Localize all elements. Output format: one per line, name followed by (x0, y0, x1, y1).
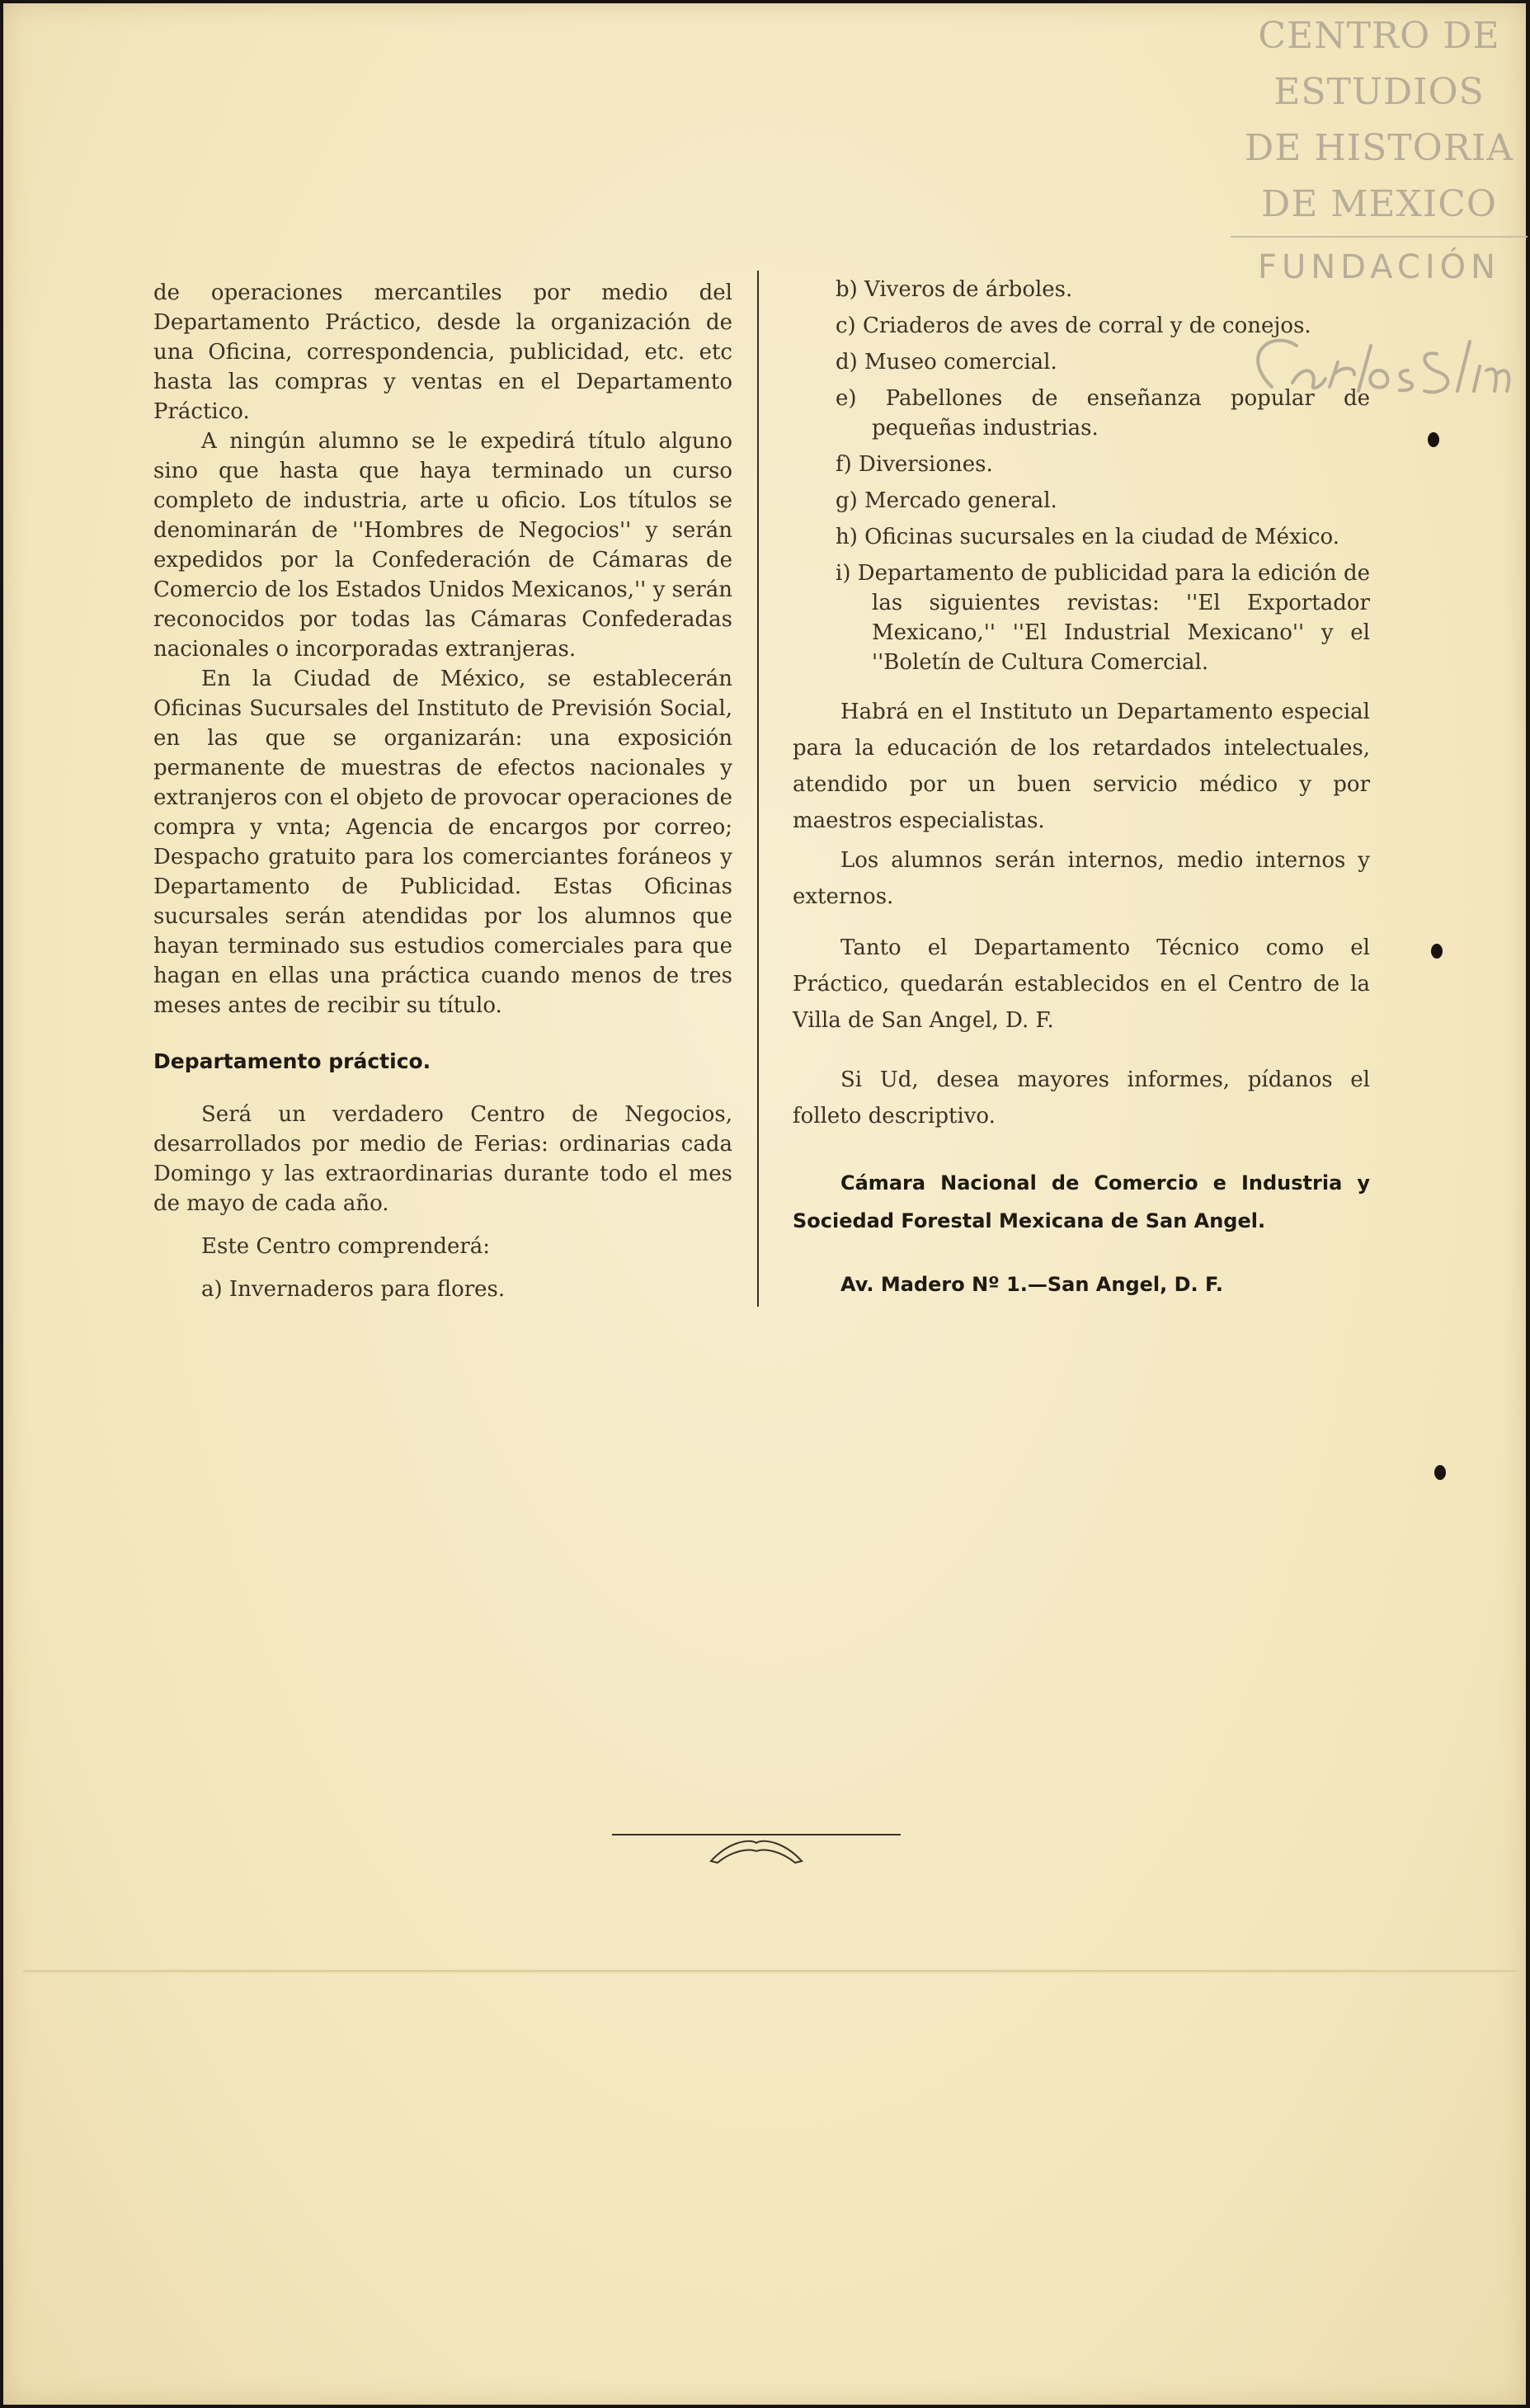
watermark (1231, 8, 1528, 290)
list-item: b) Viveros de árboles. (836, 277, 1073, 302)
signature-block: Cámara Nacional de Comercio e Industria y Sociedad Forestal Mexicana de San Angel. (793, 1171, 1370, 1232)
right-column (793, 275, 1370, 1299)
watermark-line: ESTUDIOS (1273, 71, 1485, 113)
list-item: i) Departamento de publicidad para la edición de las siguientes revistas: ''El Exportador Mexicano,'' ''El Industrial Mexicano'' y el ''Boletín de Cultura Comercial. (836, 561, 1370, 675)
paragraph: A ningún alumno se le expedirá título alguno sino que hasta que haya terminado un curso completo de industria, arte u oficio. Los títulos se denominarán de ''Hombres de Negocios'' y serán expedidos por la Confederación de Cámaras de Comercio de los Estados Unidos Mexicanos,'' y serán reconocidos por todas las Cámaras Confederadas nacionales o incorporadas extranjeras. (153, 429, 732, 662)
watermark-line: DE MEXICO (1261, 183, 1497, 225)
watermark-fundacion: FUNDACIÓN (1257, 248, 1501, 286)
fold-line (23, 1970, 1518, 1973)
left-column (153, 278, 732, 1304)
list-item: f) Diversiones. (836, 452, 993, 477)
list-item: e) Pabellones de enseñanza popular de pequeñas industrias. (836, 386, 1370, 441)
watermark-line: CENTRO DE (1258, 15, 1500, 57)
punch-hole (1428, 432, 1439, 447)
punch-hole (1431, 944, 1443, 959)
list-item: a) Invernaderos para flores. (201, 1277, 506, 1302)
ornament-divider (612, 1826, 901, 1868)
watermark-line: DE HISTORIA (1245, 127, 1514, 169)
section-heading: Departamento práctico. (153, 1049, 431, 1073)
address: Av. Madero Nº 1.—San Angel, D. F. (840, 1273, 1224, 1296)
watermark-rule (1231, 236, 1528, 238)
list-item: c) Criaderos de aves de corral y de conejos. (836, 313, 1311, 338)
paragraph: Habrá en el Instituto un Departamento especial para la educación de los retardados intelectuales, atendido por un buen servicio médico y por maestros especialistas. (793, 700, 1370, 833)
punch-hole (1434, 1465, 1446, 1480)
paragraph: de operaciones mercantiles por medio del Departamento Práctico, desde la organización de una Oficina, correspondencia, publicidad, etc. etc hasta las compras y ventas en el Departamento Práctico. (153, 280, 732, 424)
paragraph: Los alumnos serán internos, medio internos y externos. (793, 848, 1370, 909)
document-page (3, 3, 1526, 2405)
paragraph: Este Centro comprenderá: (201, 1234, 491, 1259)
paragraph: Tanto el Departamento Técnico como el Práctico, quedarán establecidos en el Centro de la Villa de San Angel, D. F. (793, 935, 1370, 1033)
list-item: d) Museo comercial. (836, 350, 1057, 375)
column-divider (757, 271, 759, 1307)
list-item: h) Oficinas sucursales en la ciudad de México. (836, 525, 1339, 549)
paragraph: En la Ciudad de México, se establecerán Oficinas Sucursales del Instituto de Previsión Social, en las que se organizarán: una exposición permanente de muestras de efectos nacionales y extranjeros con el objeto de provocar operaciones de compra y vnta; Agencia de encargos por correo; Despacho gratuito para los comerciantes foráneos y Departamento de Publicidad. Estas Oficinas sucursales serán atendidas por los alumnos que hayan terminado sus estudios comerciales para que hagan en ellas una práctica cuando menos de tres meses antes de recibir su título. (153, 667, 732, 1018)
paragraph: Si Ud, desea mayores informes, pídanos el folleto descriptivo. (793, 1067, 1370, 1129)
list-item: g) Mercado general. (836, 488, 1057, 513)
paragraph: Será un verdadero Centro de Negocios, desarrollados por medio de Ferias: ordinarias cada Domingo y las extraordinarias durante todo el mes de mayo de cada año. (153, 1102, 732, 1216)
